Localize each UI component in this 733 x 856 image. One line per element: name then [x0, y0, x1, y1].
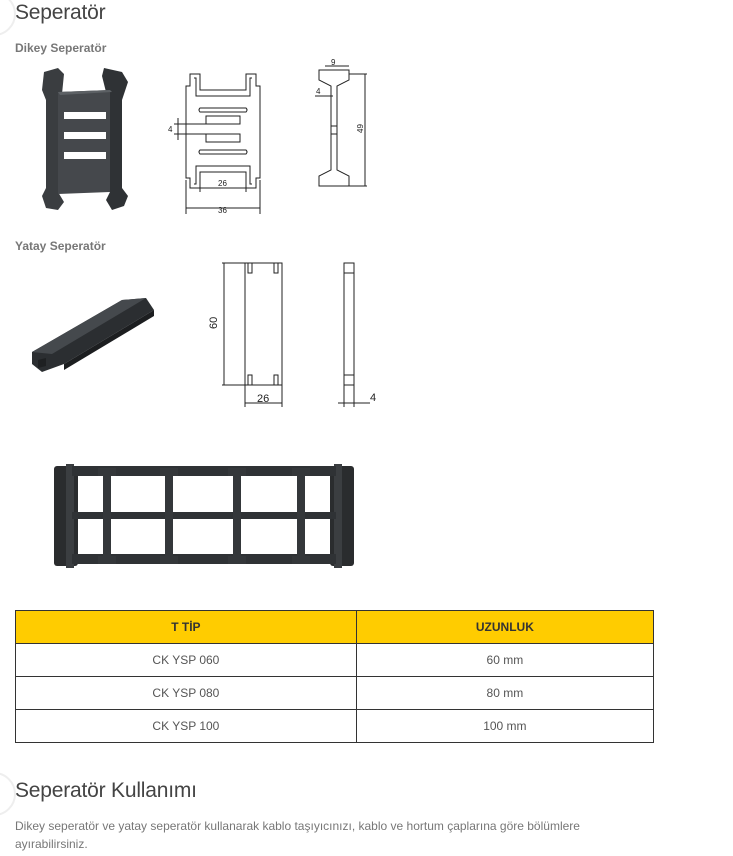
- usage-paragraph: Dikey seperatör ve yatay seperatör kullanarak kablo taşıyıcınızı, kablo ve hortum çaplarına göre bölümlere ayırabilirsiniz.: [15, 819, 580, 851]
- yatay-side-drawing: [330, 255, 390, 415]
- dikey-heading: Dikey Seperatör: [15, 41, 107, 55]
- cell-type: CK YSP 060: [16, 644, 357, 677]
- dim-height: 60: [208, 316, 220, 329]
- dim-top: 9: [331, 58, 336, 67]
- dim-thickness: 4: [370, 392, 377, 404]
- cell-length: 60 mm: [356, 644, 653, 677]
- usage-title: Seperatör Kullanımı: [15, 779, 197, 802]
- cell-length: 80 mm: [356, 677, 653, 710]
- dim-height: 49: [356, 124, 365, 133]
- header-type: T TİP: [16, 611, 357, 644]
- assembly-image: [52, 462, 358, 570]
- dim-thickness: 4: [316, 87, 321, 96]
- page-title: Seperatör: [15, 1, 106, 24]
- cell-type: CK YSP 080: [16, 677, 357, 710]
- dim-width: 26: [257, 393, 270, 405]
- dikey-side-drawing: [305, 58, 375, 190]
- yatay-heading: Yatay Seperatör: [15, 239, 106, 253]
- table-header-row: [16, 611, 654, 644]
- dikey-front-drawing: [160, 68, 270, 218]
- dikey-separator-image: [38, 64, 134, 214]
- header-length: UZUNLUK: [356, 611, 653, 644]
- yatay-separator-image: [28, 292, 158, 382]
- yatay-front-drawing: [200, 255, 300, 415]
- table-row: [16, 710, 654, 743]
- table-row: [16, 644, 654, 677]
- cell-length: 100 mm: [356, 710, 653, 743]
- decorative-circle-bottom: [0, 772, 16, 816]
- spec-table: [15, 610, 654, 743]
- cell-type: CK YSP 100: [16, 710, 357, 743]
- decorative-circle-top: [0, 0, 16, 36]
- dim-outer-width: 36: [218, 206, 227, 215]
- dim-gap: 4: [168, 125, 173, 134]
- dim-inner-width: 26: [218, 179, 227, 188]
- table-row: [16, 677, 654, 710]
